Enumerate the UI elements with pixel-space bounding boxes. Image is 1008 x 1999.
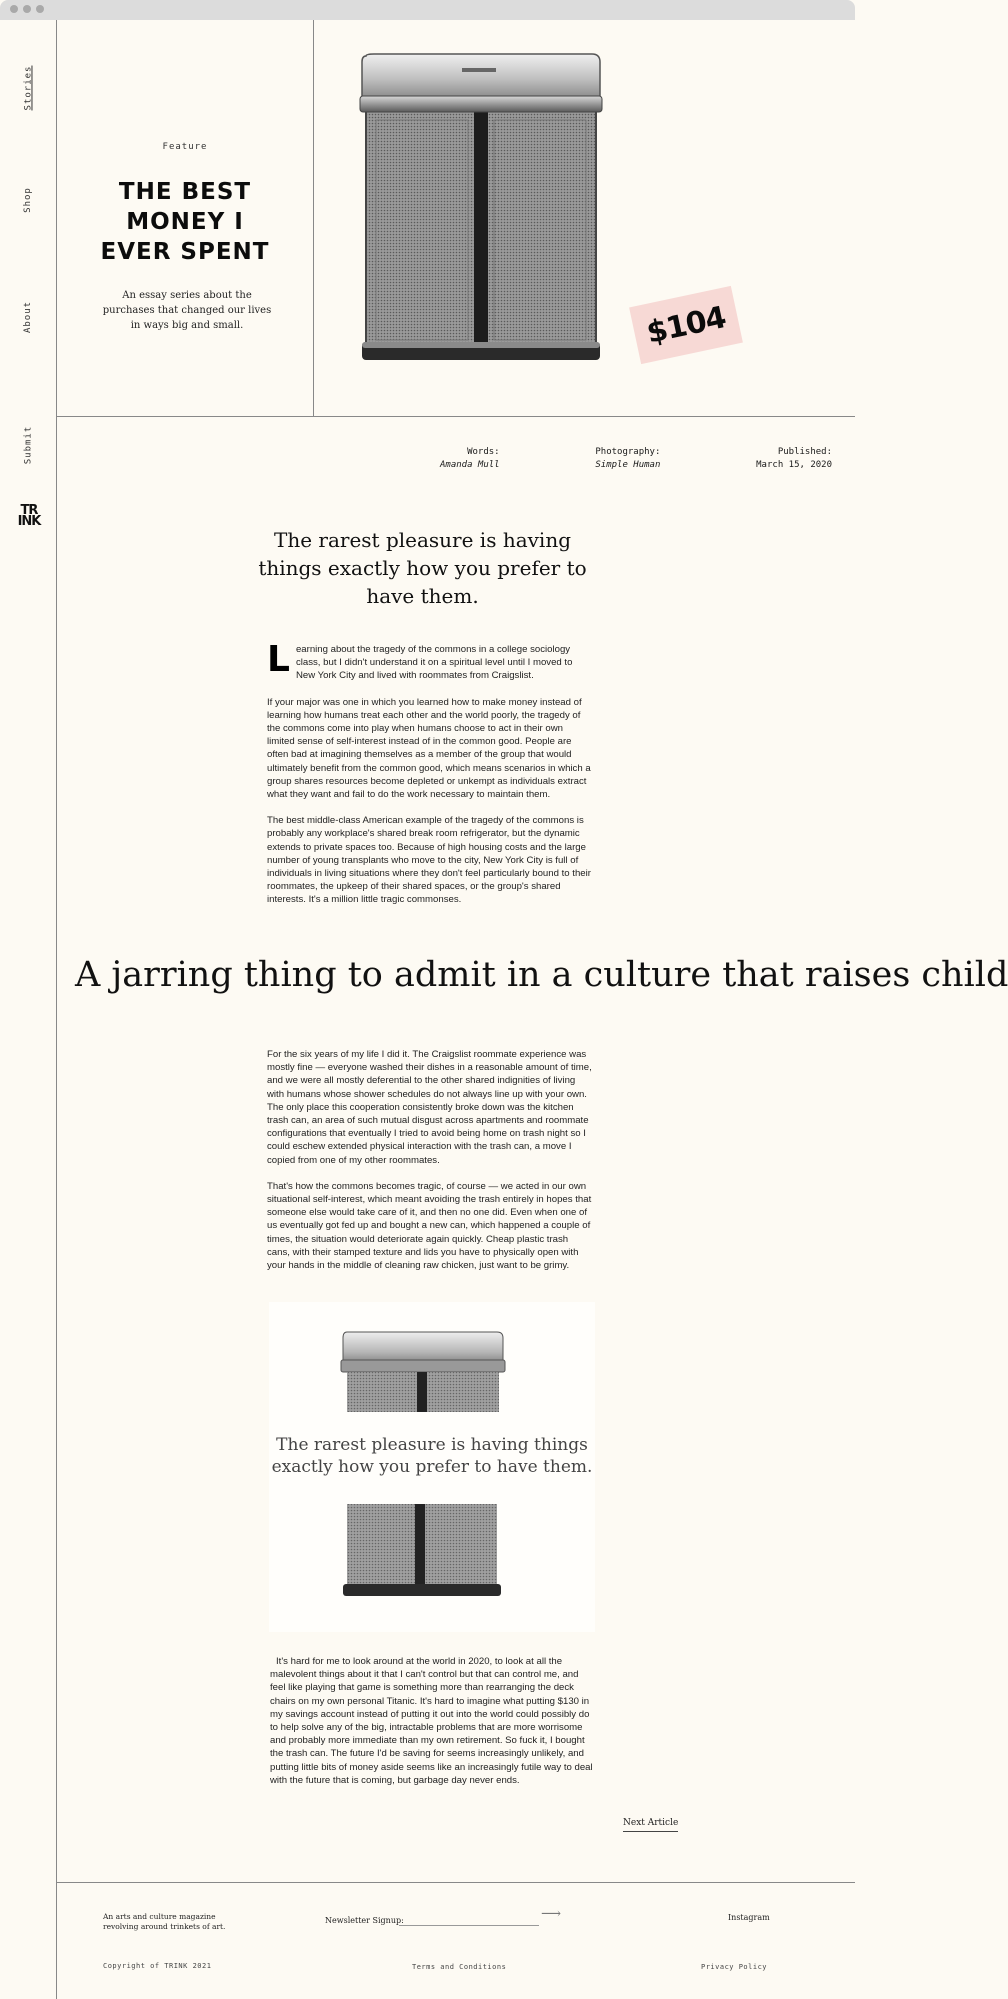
publish-date: March 15, 2020 xyxy=(756,460,832,470)
logo-line-1: TR xyxy=(20,503,38,518)
feature-eyebrow: Feature xyxy=(162,142,208,152)
window-close-dot[interactable] xyxy=(10,5,18,13)
logo-line-2: INK xyxy=(17,514,41,529)
page-title: THE BEST MONEY I EVER SPENT xyxy=(100,179,270,265)
browser-chrome xyxy=(0,0,855,20)
window-minimize-dot[interactable] xyxy=(23,5,31,13)
instagram-link[interactable]: Instagram xyxy=(728,1913,770,1922)
pull-quote-top: The rarest pleasure is having things exactly how you prefer to have them. xyxy=(258,528,587,608)
arrow-right-icon[interactable]: ⟶ xyxy=(541,1906,562,1922)
price-label: $104 xyxy=(643,299,729,351)
article-paragraph: That's how the commons becomes tragic, of course — we acted in our own situational self-interest, which meant avoiding the trash entirely in hopes that someone else would take care of it, and then no one did. Even when one of us eventually got fed up and bought a new can, which happened a couple of times, the situation would deteriorate again quickly. Cheap plastic trash cans, with their stamped texture and lids you have to physically open with your hands in the middle of cleaning raw chicken, just want to be grimy. xyxy=(267,1180,592,1272)
footer-divider xyxy=(57,1882,855,1883)
article-body-3 xyxy=(270,1655,595,1800)
next-article-link[interactable]: Next Article xyxy=(623,1818,678,1832)
article-paragraph: For the six years of my life I did it. The Craigslist roommate experience was mostly fine — everyone washed their dishes in a reasonable amount of time, and we were all mostly deferential to the other shared indignities of living with humans whose shower schedules do not always line up with your own. The only place this cooperation consistently broke down was the kitchen trash can, an area of such mutual disgust across apartments and roommate configurations that eventually I tried to avoid being home on trash night so I could eschew extended physical interaction with the trash can, a move I copied from one of my other roommates. xyxy=(267,1049,592,1166)
sidebar-item-about[interactable]: About xyxy=(23,300,33,334)
newsletter-email-input[interactable] xyxy=(399,1913,539,1926)
trash-can-image xyxy=(314,20,855,416)
sidebar-item-stories[interactable]: Stories xyxy=(23,65,33,111)
credit-words: Words: Amanda Mull xyxy=(440,447,500,470)
photographer-name[interactable]: Simple Human xyxy=(595,460,661,470)
sidebar-item-submit[interactable]: Submit xyxy=(22,425,33,465)
window-maximize-dot[interactable] xyxy=(36,5,44,13)
article-body-2 xyxy=(267,1048,592,1285)
big-pull-quote: A jarring thing to admit in a culture that raises child xyxy=(75,955,1008,995)
sidebar xyxy=(0,20,57,1999)
newsletter-label: Newsletter Signup: xyxy=(325,1916,404,1925)
credit-published: Published: March 15, 2020 xyxy=(756,447,832,470)
privacy-link[interactable]: Privacy Policy xyxy=(701,1963,768,1971)
hero-divider xyxy=(57,416,855,417)
article-credits xyxy=(440,446,832,472)
credit-photography: Photography: Simple Human xyxy=(595,447,661,470)
sidebar-item-shop[interactable]: Shop xyxy=(23,187,33,213)
copyright: Copyright of TRINK 2021 xyxy=(103,1962,212,1970)
article-paragraph: It's hard for me to look around at the world in 2020, to look at all the malevolent things about it that I can't control but that can control me, and feel like playing that game is something more than rearranging the deck chairs on my own personal Titanic. It's hard to imagine what putting $130 in my savings account instead of putting it out into the world could possibly do to help solve any of the big, intractable problems that are more worrisome and probably more immediate than my own retirement. So fuck it, I bought the trash can. The future I'd be saving for seems increasingly unlikely, and putting little bits of money aside seems like an increasingly futile way to deal with the future that is coming, but garbage day never ends. xyxy=(270,1656,593,1786)
inset-quote: The rarest pleasure is having things exactly how you prefer to have them. xyxy=(271,1435,593,1477)
hero-subtitle: An essay series about the purchases that changed our lives in ways big and small. xyxy=(102,290,272,331)
article-paragraph: Learning about the tragedy of the commons in a college sociology class, but I didn't understand it on a spiritual level until I moved to New York City and lived with roommates from Craigslist. xyxy=(267,639,573,682)
author-name[interactable]: Amanda Mull xyxy=(440,460,500,470)
article-paragraph: If your major was one in which you learned how to make money instead of learning how humans treat each other and the world poorly, the tragedy of the commons come into play when humans choose to act in their own limited sense of self-interest instead of in the common good. People are often bad at imagining themselves as a member of the group that would ultimately benefit from the common good, which means scenarios in which a group shares resources become depleted or unkempt as individuals extract what they want and fail to do the work necessary to maintain them. xyxy=(267,696,591,801)
article-body-1 xyxy=(267,639,592,920)
drop-cap: L xyxy=(267,639,290,680)
site-logo[interactable] xyxy=(14,505,44,527)
hero-intro xyxy=(57,20,314,416)
footer-about: An arts and culture magazine revolving around trinkets of art. xyxy=(103,1912,226,1931)
article-paragraph: The best middle-class American example of the tragedy of the commons is probably any workplace's shared break room refrigerator, but the dynamic extends to private spaces too. Because of high housing costs and the large number of young transplants who move to the city, New York City is full of individuals in living situations where they don't feel particularly bound to their roommates, the upkeep of their shared spaces, or the group's shared interests. It's a million little tragic commonses. xyxy=(267,815,591,906)
hero-image xyxy=(314,20,855,416)
terms-link[interactable]: Terms and Conditions xyxy=(412,1963,507,1971)
